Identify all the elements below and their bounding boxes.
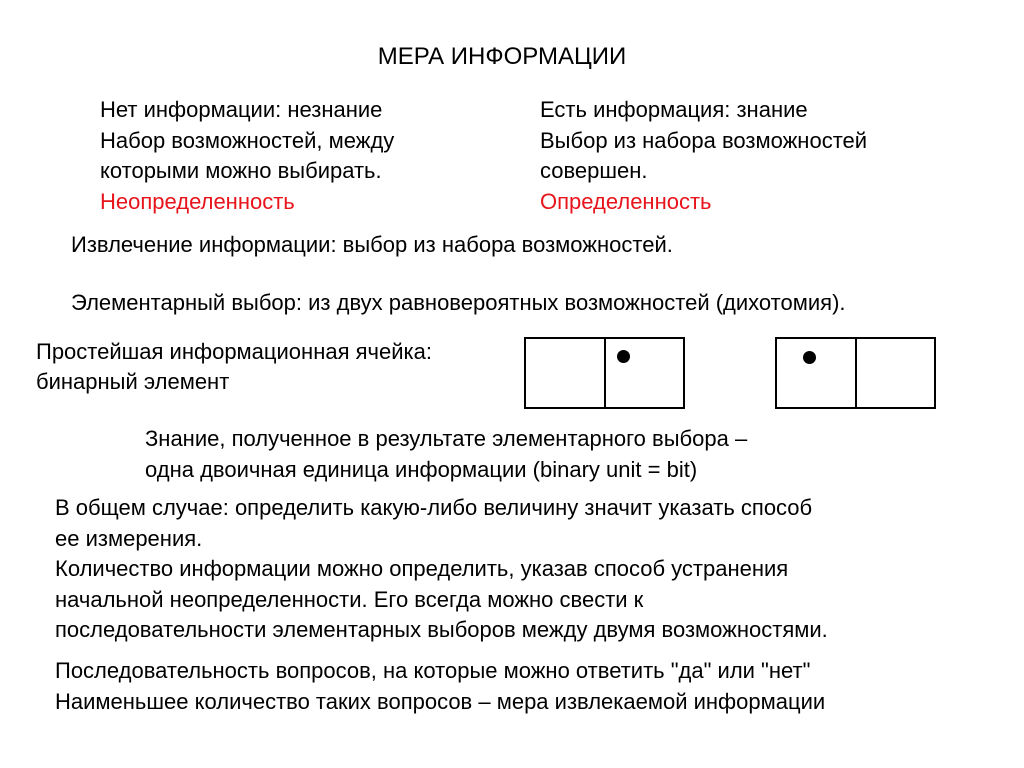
page-title: МЕРА ИНФОРМАЦИИ — [377, 43, 627, 70]
uncertainty-label: Неопределенность — [100, 188, 295, 214]
binary-cell-1-right-half — [606, 339, 684, 407]
no-info-line-1: Нет информации: незнание — [100, 97, 383, 122]
general-line-3: Количество информации можно определить, указав способ устранения — [55, 556, 789, 581]
cell-caption-line-1: Простейшая информационная ячейка: — [36, 339, 432, 364]
binary-cell-1 — [524, 337, 685, 409]
general-line-2: ее измерения. — [55, 525, 203, 551]
certainty-label: Определенность — [540, 188, 712, 214]
binary-cell-1-left-half — [526, 339, 606, 407]
selection-dot — [617, 350, 630, 363]
knowledge-line-1: Знание, полученное в результате элементарного выбора – — [145, 426, 748, 451]
has-info-line-3: совершен. — [540, 158, 648, 183]
knowledge-line-2: одна двоичная единица информации (binary unit = bit) — [145, 457, 698, 482]
general-line-4: начальной неопределенности. Его всегда можно свести к — [55, 586, 644, 612]
elementary-choice-text: Элементарный выбор: из двух равновероятных возможностей (дихотомия). — [71, 290, 846, 315]
questions-line-2: Наименьшее количество таких вопросов – мера извлекаемой информации — [55, 688, 826, 714]
questions-line-1: Последовательность вопросов, на которые можно ответить "да" или "нет" — [55, 658, 811, 683]
no-info-line-2: Набор возможностей, между — [100, 127, 395, 153]
general-line-5: последовательности элементарных выборов между двумя возможностями. — [55, 617, 828, 642]
extraction-text: Извлечение информации: выбор из набора возможностей. — [71, 232, 673, 257]
general-line-1: В общем случае: определить какую-либо величину значит указать способ — [55, 495, 813, 520]
has-info-line-1: Есть информация: знание — [540, 97, 808, 122]
selection-dot — [803, 351, 816, 364]
cell-caption-line-2: бинарный элемент — [36, 369, 230, 394]
binary-cell-2-right-half — [857, 339, 935, 407]
has-info-line-2: Выбор из набора возможностей — [540, 127, 868, 153]
no-info-line-3: которыми можно выбирать. — [100, 158, 382, 183]
binary-cell-2 — [775, 337, 936, 409]
binary-cell-2-left-half — [777, 339, 857, 407]
